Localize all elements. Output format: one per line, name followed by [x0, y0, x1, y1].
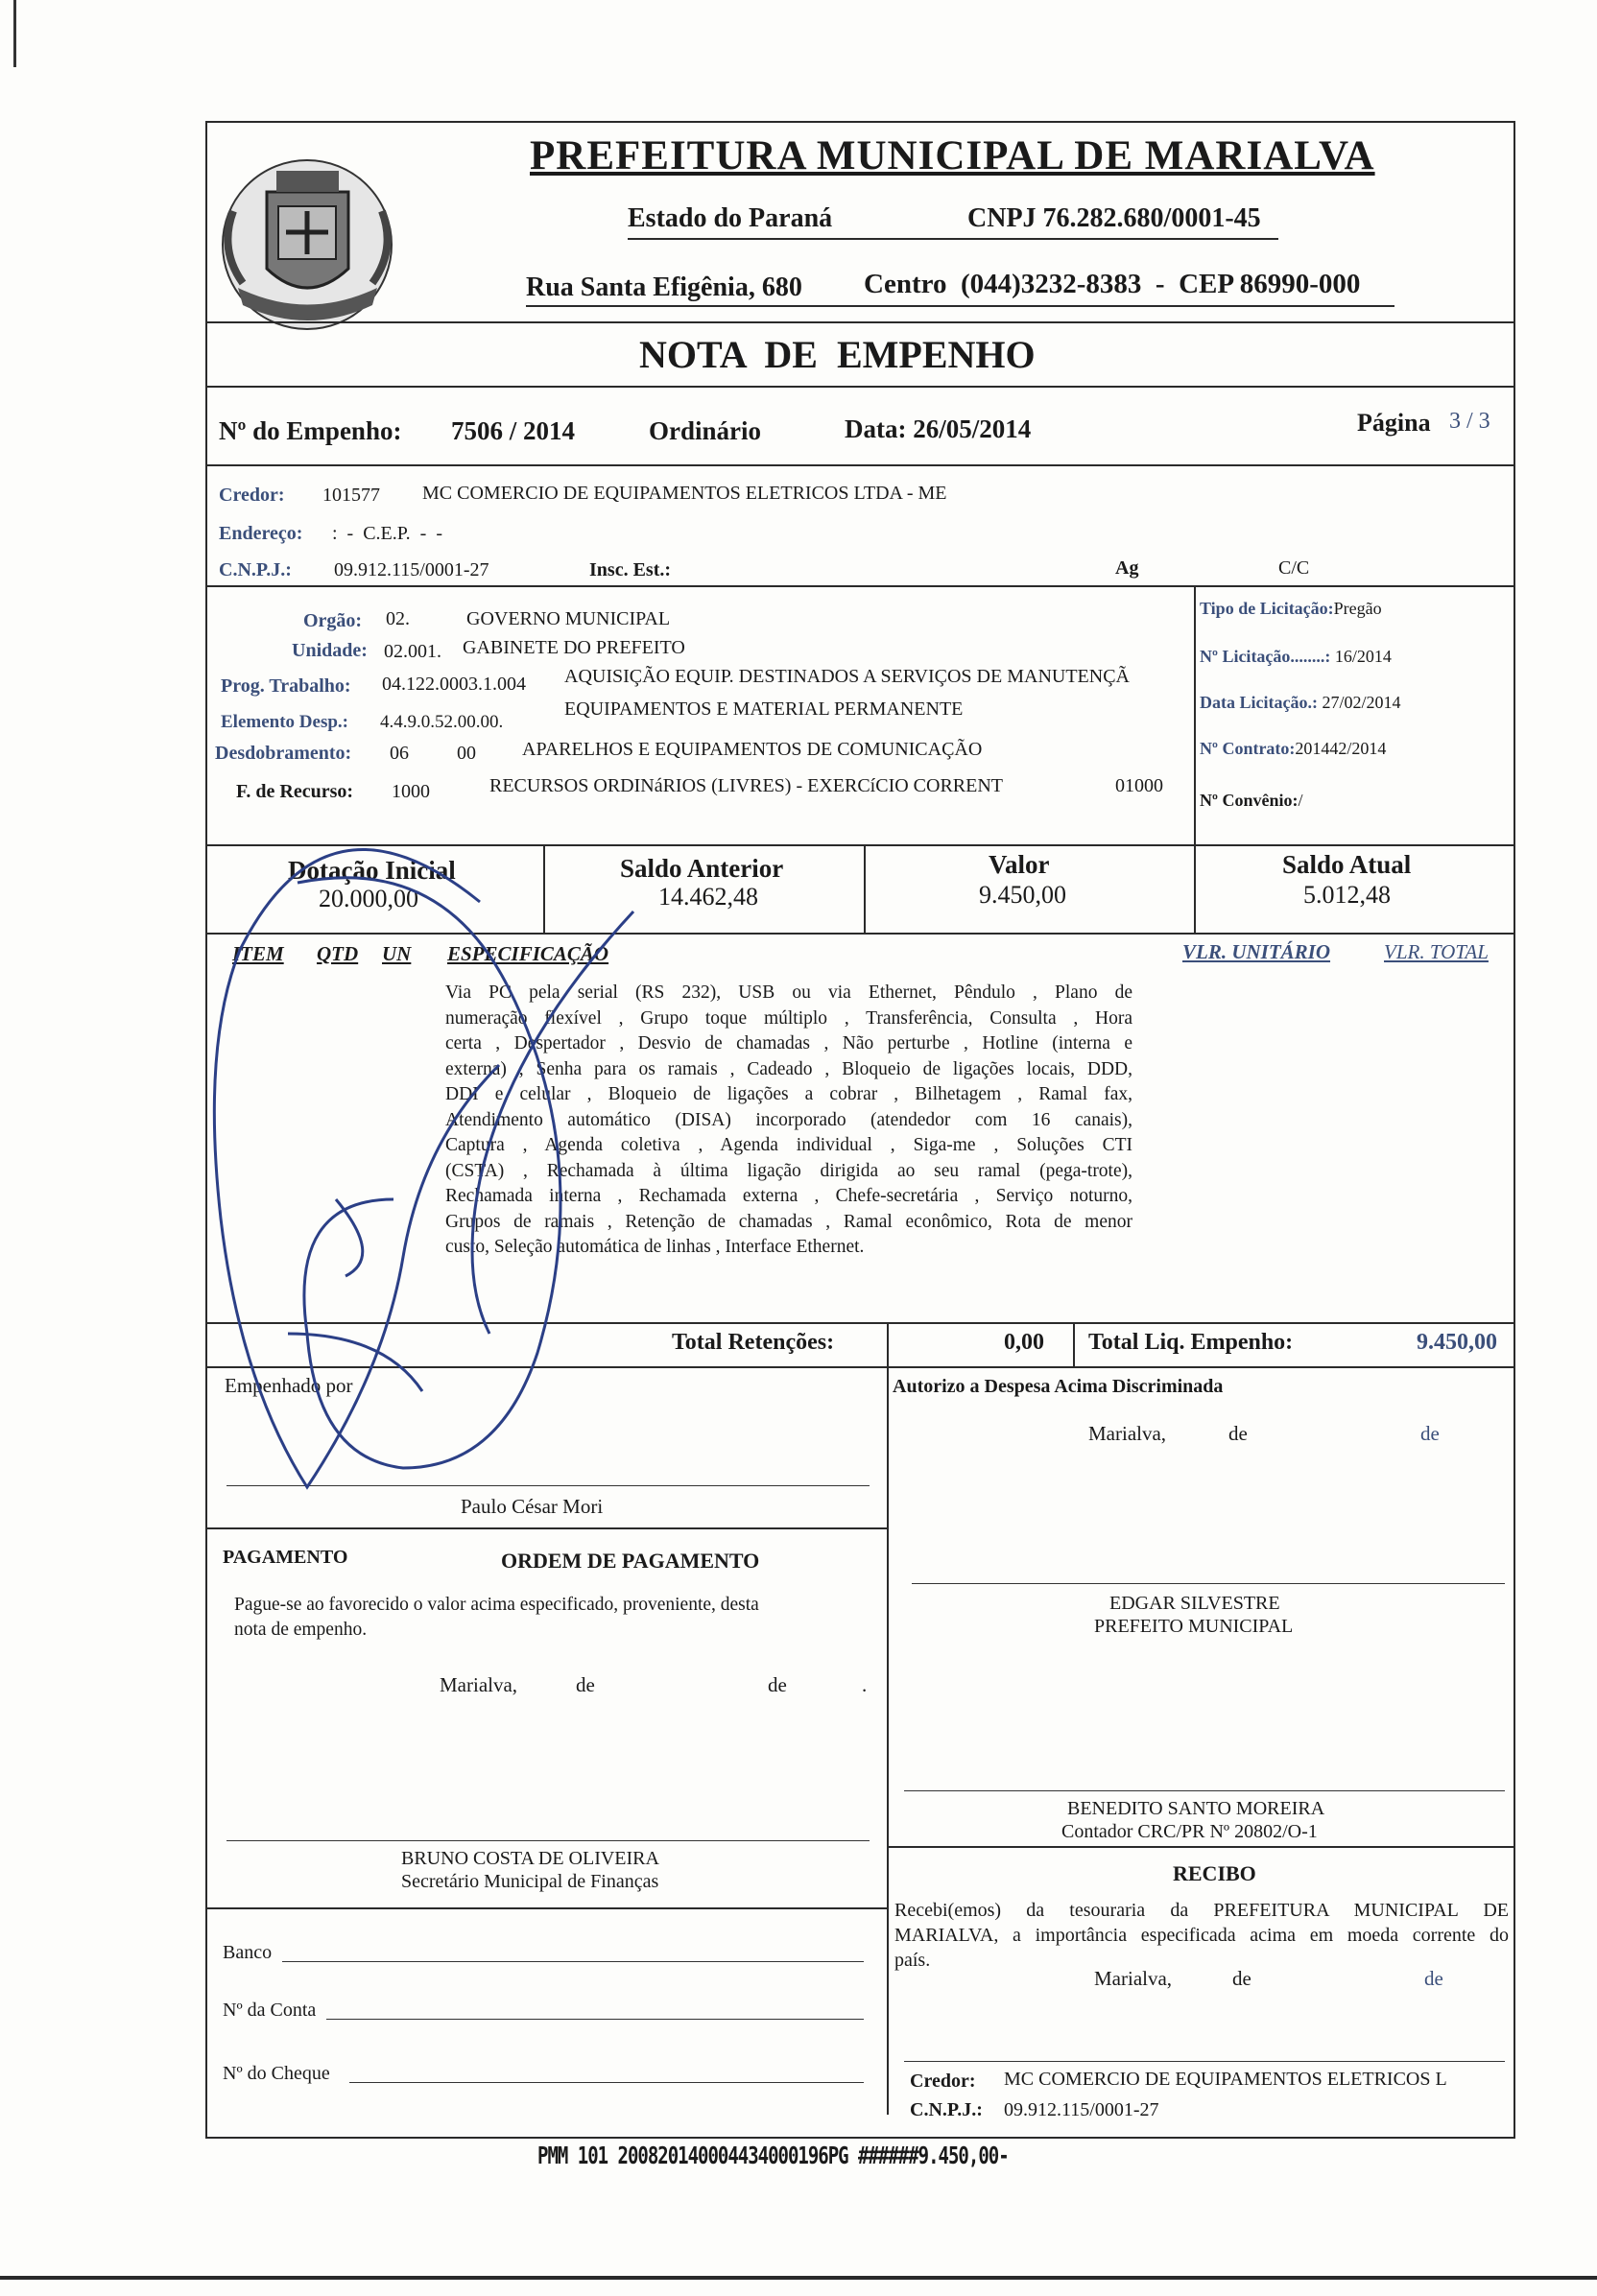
fonte-recurso-extra: 01000: [1115, 775, 1163, 796]
fonte-recurso-label: F. de Recurso:: [236, 781, 354, 802]
recibo-title: RECIBO: [1173, 1861, 1256, 1885]
divider-vertical: [887, 1322, 889, 1366]
spec-line: DDI e celular , Bloqueio de ligações a cobrar , Bilhetagem , Ramal fax,: [445, 1084, 1132, 1104]
spec-line: Via PC pela serial (RS 232), USB ou via Ethernet, Pêndulo , Plano de: [445, 982, 1132, 1003]
fonte-recurso-code: 1000: [392, 781, 430, 802]
retencoes-label: Total Retenções:: [672, 1330, 835, 1355]
desdobramento-desc: APARELHOS E EQUIPAMENTOS DE COMUNICAÇÃO: [522, 739, 983, 760]
recibo-cnpj-label: C.N.P.J.:: [910, 2099, 983, 2120]
prog-trabalho-code: 04.122.0003.1.004: [382, 674, 526, 695]
spec-line: Atendimento automático (DISA) incorporado (atendedor com 16 canais),: [445, 1109, 1132, 1130]
desdobramento-label: Desdobramento:: [215, 743, 352, 764]
unidade-code: 02.001.: [384, 641, 441, 662]
autorizo-de-2: de: [1420, 1422, 1440, 1445]
ordem-pagamento-label: ORDEM DE PAGAMENTO: [501, 1549, 760, 1573]
licitacao-data-value: 27/02/2014: [1322, 693, 1401, 712]
spec-line: externa) , Senha para os ramais , Cadeado , Bloqueio de ligações locais, DDD,: [445, 1058, 1132, 1079]
empenhado-signer: Paulo César Mori: [461, 1495, 604, 1518]
credor-name: MC COMERCIO DE EQUIPAMENTOS ELETRICOS LTDA - ME: [422, 483, 947, 504]
recibo-line: Recebi(emos) da tesouraria da PREFEITURA MUNICIPAL DE: [894, 1900, 1509, 1921]
contrato-value: 201442/2014: [1295, 739, 1387, 758]
saldo-atual-label: Saldo Atual: [1282, 850, 1412, 879]
prog-trabalho-label: Prog. Trabalho:: [221, 675, 351, 697]
retencoes-value: 0,00: [1004, 1330, 1044, 1355]
page-label: Página: [1357, 409, 1431, 437]
pagamento-dot: .: [862, 1673, 868, 1696]
phone-cep: Centro (044)3232-8383 - CEP 86990-000: [864, 269, 1361, 299]
checking-account-label: C/C: [1278, 557, 1310, 579]
licitacao-tipo: [1200, 599, 1382, 619]
licitacao-tipo-label: Tipo de Licitação:: [1200, 599, 1334, 618]
dotacao-inicial-label: Dotação Inicial: [288, 856, 456, 885]
recibo-credor-label: Credor:: [910, 2071, 976, 2092]
secretario-name: BRUNO COSTA DE OLIVEIRA: [401, 1848, 659, 1869]
banco-label: Banco: [223, 1942, 273, 1963]
handwritten-signature: [192, 796, 643, 1506]
recibo-city: Marialva,: [1094, 1967, 1173, 1990]
convenio-value: /: [1298, 791, 1303, 810]
header-underline-1: [628, 238, 1278, 240]
footer-code: PMM 101 200820140004434000196PG ######9.450,00-: [537, 2142, 1009, 2170]
orgao-code: 02.: [386, 608, 410, 629]
fonte-recurso-desc: RECURSOS ORDINáRIOS (LIVRES) - EXERCíCIO CORRENT: [489, 775, 1004, 796]
elemento-label: Elemento Desp.:: [221, 712, 348, 732]
valor-value: 9.450,00: [979, 881, 1066, 909]
divider: [205, 1907, 887, 1909]
dotacao-inicial-value: 20.000,00: [319, 885, 418, 912]
recibo-credor-value: MC COMERCIO DE EQUIPAMENTOS ELETRICOS L: [1004, 2069, 1447, 2090]
saldo-anterior-value: 14.462,48: [658, 883, 758, 911]
licitacao-numero-label: Nº Licitação........:: [1200, 647, 1331, 666]
state-name: Estado do Paraná: [628, 203, 833, 233]
prog-trabalho-desc: AQUISIÇÃO EQUIP. DESTINADOS A SERVIÇOS DE MANUTENÇÃ: [564, 666, 1130, 687]
recibo-de-2: de: [1424, 1967, 1443, 1990]
item-column-header: ITEM: [232, 942, 284, 965]
autorizo-label: Autorizo a Despesa Acima Discriminada: [893, 1376, 1224, 1397]
cheque-label: Nº do Cheque: [223, 2063, 330, 2084]
pagamento-city: Marialva,: [440, 1673, 518, 1696]
pagamento-text-1: Pague-se ao favorecido o valor acima especificado, proveniente, desta: [234, 1595, 759, 1615]
signature-line: [226, 1840, 870, 1841]
spec-line: Rechamada interna , Rechamada externa , Chefe-secretária , Serviço noturno,: [445, 1186, 1132, 1206]
spec-line: certa , Despertador , Desvio de chamadas , Não perturbe , Hotline (interna e: [445, 1033, 1132, 1053]
signature-line: [904, 2061, 1505, 2062]
credor-label: Credor:: [219, 485, 285, 506]
conta-label: Nº da Conta: [223, 2000, 317, 2021]
spec-line: Captura , Agenda coletiva , Agenda individual , Siga-me , Soluções CTI: [445, 1135, 1132, 1155]
endereco-value: : - C.E.P. - -: [332, 523, 442, 544]
total-liquido-value: 9.450,00: [1417, 1330, 1497, 1355]
empenho-number-label: Nº do Empenho:: [219, 416, 402, 445]
contrato: [1200, 739, 1386, 759]
spec-line: Grupos de ramais , Retenção de chamadas , Ramal econômico, Rota de menor: [445, 1211, 1132, 1232]
page-title: PREFEITURA MUNICIPAL DE MARIALVA: [530, 133, 1375, 178]
pagamento-label: PAGAMENTO: [223, 1547, 348, 1568]
pagamento-de-2: de: [768, 1673, 787, 1696]
recibo-de-1: de: [1232, 1967, 1251, 1990]
licitacao-numero-value: 16/2014: [1334, 647, 1392, 666]
elemento-code: 4.4.9.0.52.00.00.: [380, 712, 504, 732]
divider-vertical: [1194, 585, 1196, 846]
total-value-column-header: VLR. TOTAL: [1384, 940, 1489, 963]
licitacao-data: [1200, 693, 1400, 713]
unit-value-column-header: VLR. UNITÁRIO: [1182, 940, 1331, 963]
divider-vertical: [1194, 844, 1196, 933]
prefeito-role: PREFEITO MUNICIPAL: [1094, 1616, 1294, 1637]
empenhado-por-label: Empenhado por: [225, 1374, 353, 1397]
convenio: [1200, 791, 1302, 811]
contador-name: BENEDITO SANTO MOREIRA: [1067, 1798, 1325, 1819]
orgao-desc: GOVERNO MUNICIPAL: [466, 608, 671, 629]
cnpj-header: CNPJ 76.282.680/0001-45: [967, 203, 1261, 233]
convenio-label: Nº Convênio:: [1200, 791, 1299, 810]
address: Rua Santa Efigênia, 680: [526, 272, 802, 302]
licitacao-data-label: Data Licitação.:: [1200, 693, 1318, 712]
scan-bottom-bar: [0, 2276, 1597, 2280]
scan-mark: [13, 0, 16, 67]
saldo-atual-value: 5.012,48: [1303, 881, 1391, 909]
divider: [205, 464, 1515, 466]
unidade-label: Unidade:: [292, 640, 368, 661]
valor-label: Valor: [989, 850, 1050, 879]
spec-column-header: ESPECIFICAÇÃO: [447, 942, 609, 965]
empenho-type: Ordinário: [649, 416, 762, 445]
signature-line: [912, 1583, 1505, 1584]
divider: [205, 321, 1515, 323]
empenho-number: 7506 / 2014: [451, 416, 576, 445]
banco-line: [282, 1961, 864, 1962]
divider-vertical: [887, 1366, 889, 2115]
autorizo-city: Marialva,: [1088, 1422, 1167, 1445]
pagamento-text-2: nota de empenho.: [234, 1620, 368, 1640]
recibo-line: MARIALVA, a importância especificada acima em moeda corrente do: [894, 1925, 1509, 1946]
contrato-label: Nº Contrato:: [1200, 739, 1296, 758]
desdobramento-code-1: 06: [390, 743, 409, 764]
coat-of-arms-logo: [209, 154, 406, 336]
orgao-label: Orgão:: [303, 610, 363, 631]
qtd-column-header: QTD: [317, 942, 359, 965]
credor-cnpj: 09.912.115/0001-27: [334, 559, 489, 580]
document-title: NOTA DE EMPENHO: [639, 333, 1036, 376]
credor-code: 101577: [322, 485, 380, 506]
saldo-anterior-label: Saldo Anterior: [620, 854, 784, 883]
elemento-desc: EQUIPAMENTOS E MATERIAL PERMANENTE: [564, 698, 964, 720]
spec-line: numeração flexível , Grupo toque múltiplo , Transferência, Consulta , Hora: [445, 1007, 1132, 1029]
insc-est-label: Insc. Est.:: [589, 559, 672, 580]
contador-role: Contador CRC/PR Nº 20802/O-1: [1061, 1821, 1318, 1842]
pagamento-de-1: de: [576, 1673, 595, 1696]
divider: [205, 585, 1515, 587]
divider: [205, 386, 1515, 388]
un-column-header: UN: [382, 942, 412, 965]
divider: [205, 1527, 887, 1529]
total-liquido-label: Total Liq. Empenho:: [1088, 1330, 1294, 1355]
recibo-line: país.: [894, 1950, 931, 1971]
page-number: 3 / 3: [1449, 409, 1490, 434]
recibo-cnpj-value: 09.912.115/0001-27: [1004, 2099, 1159, 2120]
divider-vertical: [1073, 1322, 1075, 1366]
licitacao-tipo-value: Pregão: [1333, 599, 1382, 618]
cheque-line: [349, 2082, 864, 2083]
recibo-text: [894, 1898, 1509, 1973]
credor-cnpj-label: C.N.P.J.:: [219, 559, 292, 580]
empenho-date: Data: 26/05/2014: [845, 414, 1032, 443]
desdobramento-code-2: 00: [457, 743, 476, 764]
licitacao-numero: [1200, 647, 1392, 667]
prefeito-name: EDGAR SILVESTRE: [1109, 1593, 1280, 1614]
unidade-desc: GABINETE DO PREFEITO: [463, 637, 685, 658]
signature-line: [904, 1790, 1505, 1791]
endereco-label: Endereço:: [219, 523, 303, 544]
agency-label: Ag: [1115, 557, 1139, 579]
divider: [887, 1846, 1515, 1848]
secretario-role: Secretário Municipal de Finanças: [401, 1871, 659, 1892]
conta-line: [326, 2019, 864, 2020]
divider-vertical: [864, 844, 866, 933]
autorizo-de-1: de: [1228, 1422, 1248, 1445]
spec-line: custo, Seleção automática de linhas , Interface Ethernet.: [445, 1237, 865, 1257]
spec-line: (CSTA) , Rechamada à última ligação dirigida ao seu ramal (pega-trote),: [445, 1160, 1132, 1181]
header-underline-2: [526, 305, 1394, 307]
